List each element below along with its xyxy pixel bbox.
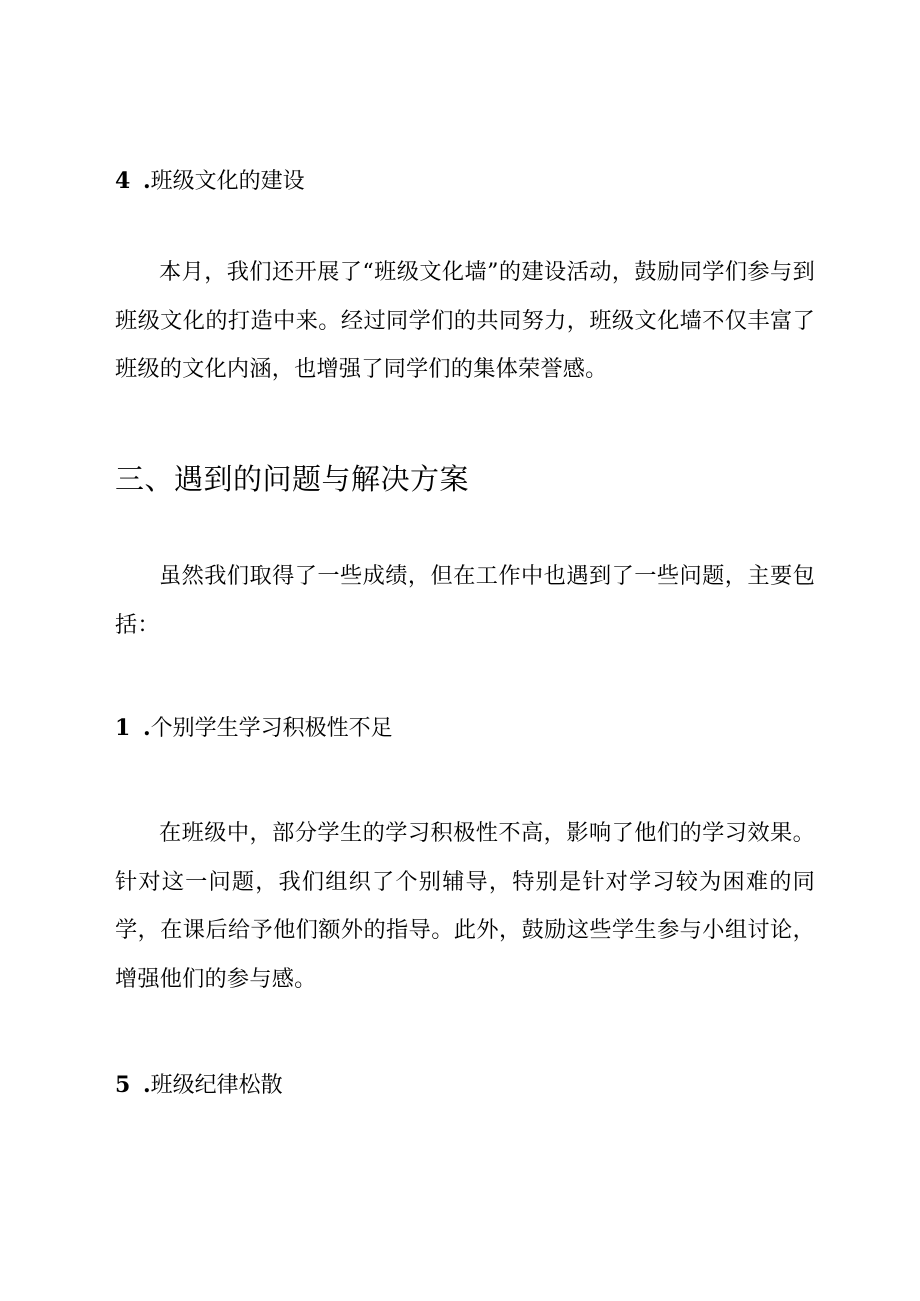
heading-4-number: 4 — [115, 168, 131, 194]
heading-problem-1-title: 个别学生学习积极性不足 — [150, 716, 393, 741]
heading-problem-1-separator: . — [143, 715, 151, 741]
paragraph-problem-1: 在班级中，部分学生的学习积极性不高，影响了他们的学习效果。针对这一问题，我们组织了个别辅导，特别是针对学习较为困难的同学，在课后给予他们额外的指导。此外，鼓励这些学生参与小组讨论，增强他们的参与感。 — [115, 820, 815, 992]
heading-5-title: 班级纪律松散 — [150, 1073, 283, 1098]
heading-5-separator: . — [143, 1072, 151, 1098]
section-three-heading: 三、遇到的问题与解决方案 — [115, 462, 470, 496]
heading-4-separator: . — [143, 168, 151, 194]
heading-problem-1-number: 1 — [115, 715, 131, 741]
heading-5-number: 5 — [115, 1072, 131, 1098]
heading-4-title: 班级文化的建设 — [150, 169, 305, 194]
paragraph-class-culture: 本月，我们还开展了“班级文化墙”的建设活动，鼓励同学们参与到班级文化的打造中来。经过同学们的共同努力，班级文化墙不仅丰富了班级的文化内涵，也增强了同学们的集体荣誉感。 — [115, 259, 815, 382]
heading-problem-1 — [115, 713, 815, 744]
heading-4 — [115, 166, 815, 197]
heading-5 — [115, 1070, 815, 1101]
paragraph-problems-intro: 虽然我们取得了一些成绩，但在工作中也遇到了一些问题，主要包括： — [115, 563, 815, 638]
